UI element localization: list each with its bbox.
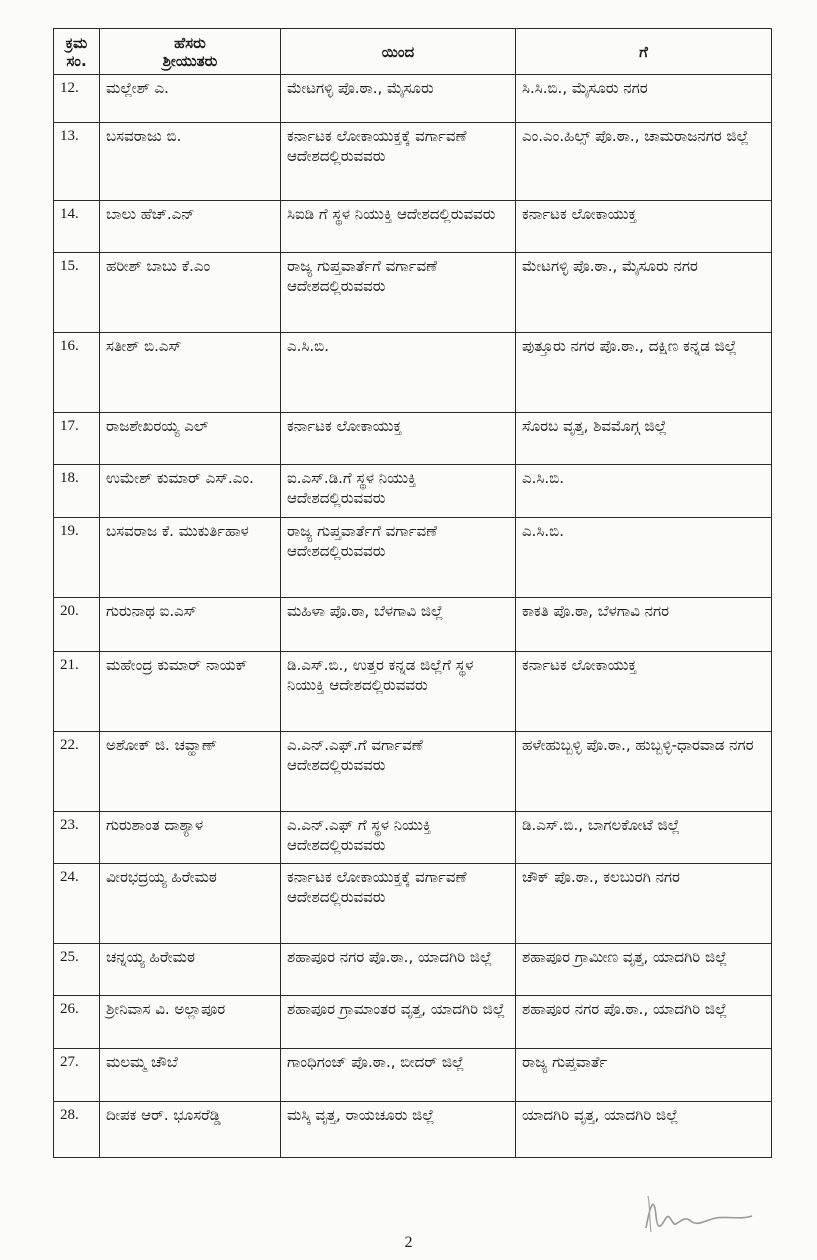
serial-no: 19.: [54, 518, 100, 598]
officer-name: ಬಾಲು ಹೆಚ್.ಎನ್: [100, 201, 281, 253]
serial-no: 23.: [54, 812, 100, 864]
table-row: [54, 598, 772, 652]
to-location: ಕಾಕತಿ ಪೊ.ಠಾ, ಬೆಳಗಾವಿ ನಗರ: [516, 598, 772, 652]
to-location: ಮೇಟಗಳ್ಳಿ ಪೊ.ಠಾ., ಮೈಸೂರು ನಗರ: [516, 253, 772, 333]
table-row: [54, 333, 772, 413]
officer-name: ಮಹೇಂದ್ರ ಕುಮಾರ್ ನಾಯಕ್: [100, 652, 281, 732]
serial-no: 13.: [54, 123, 100, 201]
to-location: ಡಿ.ಎಸ್.ಬಿ., ಬಾಗಲಕೋಟೆ ಜಿಲ್ಲೆ: [516, 812, 772, 864]
header-name: ಹೆಸರು ಶ್ರೀಯುತರು: [100, 29, 281, 75]
table-row: [54, 518, 772, 598]
table-row: [54, 812, 772, 864]
to-location: ಚೌಕ್ ಪೊ.ಠಾ., ಕಲಬುರಗಿ ನಗರ: [516, 864, 772, 944]
serial-no: 28.: [54, 1102, 100, 1158]
officer-name: ಉಮೇಶ್ ಕುಮಾರ್ ಎಸ್.ಎಂ.: [100, 465, 281, 518]
to-location: ಸೊರಬ ವೃತ್ತ, ಶಿವಮೊಗ್ಗ ಜಿಲ್ಲೆ: [516, 413, 772, 465]
from-location: ಕರ್ನಾಟಕ ಲೋಕಾಯುಕ್ತಕ್ಕೆ ವರ್ಗಾವಣೆ ಆದೇಶದಲ್ಲಿರುವವರು: [281, 123, 516, 201]
from-location: ಮಸ್ಕಿ ವೃತ್ತ, ರಾಯಚೂರು ಜಿಲ್ಲೆ: [281, 1102, 516, 1158]
table-row: [54, 123, 772, 201]
from-location: ಡಿ.ಎಸ್.ಬಿ., ಉತ್ತರ ಕನ್ನಡ ಜಿಲ್ಲೆಗೆ ಸ್ಥಳ ನಿಯುಕ್ತಿ ಆದೇಶದಲ್ಲಿರುವವರು: [281, 652, 516, 732]
table-row: [54, 75, 772, 123]
page-number: 2: [404, 1234, 413, 1251]
serial-no: 20.: [54, 598, 100, 652]
table-row: [54, 465, 772, 518]
to-location: ಎ.ಸಿ.ಬಿ.: [516, 465, 772, 518]
serial-no: 27.: [54, 1049, 100, 1102]
serial-no: 26.: [54, 996, 100, 1049]
to-location: ಯಾದಗಿರಿ ವೃತ್ತ, ಯಾದಗಿರಿ ಜಿಲ್ಲೆ: [516, 1102, 772, 1158]
officer-name: ಮಲ್ಲೇಶ್ ಎ.: [100, 75, 281, 123]
to-location: ಕರ್ನಾಟಕ ಲೋಕಾಯುಕ್ತ: [516, 652, 772, 732]
table-row: [54, 1049, 772, 1102]
officer-name: ಚನ್ನಯ್ಯ ಹಿರೇಮಠ: [100, 944, 281, 996]
table-row: [54, 253, 772, 333]
table-header-row: [54, 29, 772, 75]
to-location: ಹಳೇಹುಬ್ಬಳ್ಳಿ ಪೊ.ಠಾ., ಹುಬ್ಬಳ್ಳಿ-ಧಾರವಾಡ ನಗರ: [516, 732, 772, 812]
table-row: [54, 413, 772, 465]
serial-no: 22.: [54, 732, 100, 812]
serial-no: 21.: [54, 652, 100, 732]
officer-name: ರಾಜಶೇಖರಯ್ಯ ಎಲ್: [100, 413, 281, 465]
from-location: ಶಹಾಪೂರ ಗ್ರಾಮಾಂತರ ವೃತ್ತ, ಯಾದಗಿರಿ ಜಿಲ್ಲೆ: [281, 996, 516, 1049]
from-location: ಐ.ಎಸ್.ಡಿ.ಗೆ ಸ್ಥಳ ನಿಯುಕ್ತಿ ಆದೇಶದಲ್ಲಿರುವವರು: [281, 465, 516, 518]
to-location: ಎ.ಸಿ.ಬಿ.: [516, 518, 772, 598]
from-location: ಶಹಾಪೂರ ನಗರ ಪೊ.ಠಾ., ಯಾದಗಿರಿ ಜಿಲ್ಲೆ: [281, 944, 516, 996]
from-location: ರಾಜ್ಯ ಗುಪ್ತವಾರ್ತೆಗೆ ವರ್ಗಾವಣೆ ಆದೇಶದಲ್ಲಿರುವವರು: [281, 518, 516, 598]
officer-name: ಗುರುಶಾಂತ ದಾಶ್ಯಾಳ: [100, 812, 281, 864]
table-row: [54, 944, 772, 996]
from-location: ಕರ್ನಾಟಕ ಲೋಕಾಯುಕ್ತ: [281, 413, 516, 465]
to-location: ರಾಜ್ಯ ಗುಪ್ತವಾರ್ತೆ: [516, 1049, 772, 1102]
from-location: ರಾಜ್ಯ ಗುಪ್ತವಾರ್ತೆಗೆ ವರ್ಗಾವಣೆ ಆದೇಶದಲ್ಲಿರುವವರು: [281, 253, 516, 333]
officer-name: ಬಸವರಾಜು ಬಿ.: [100, 123, 281, 201]
officer-name: ದೀಪಕ ಆರ್. ಭೂಸರೆಡ್ಡಿ: [100, 1102, 281, 1158]
from-location: ಸಿಐಡಿ ಗೆ ಸ್ಥಳ ನಿಯುಕ್ತಿ ಆದೇಶದಲ್ಲಿರುವವರು: [281, 201, 516, 253]
serial-no: 25.: [54, 944, 100, 996]
from-location: ಗಾಂಧಿಗಂಜ್ ಪೊ.ಠಾ., ಬೀದರ್ ಜಿಲ್ಲೆ: [281, 1049, 516, 1102]
serial-no: 12.: [54, 75, 100, 123]
from-location: ಎ.ಎನ್.ಎಫ್ ಗೆ ಸ್ಥಳ ನಿಯುಕ್ತಿ ಆದೇಶದಲ್ಲಿರುವವರು: [281, 812, 516, 864]
table-row: [54, 864, 772, 944]
officer-name: ಬಸವರಾಜ ಕೆ. ಮುಕುರ್ತಿಹಾಳ: [100, 518, 281, 598]
serial-no: 14.: [54, 201, 100, 253]
serial-no: 24.: [54, 864, 100, 944]
header-serial-no: ಕ್ರಮ ಸಂ.: [54, 29, 100, 75]
serial-no: 18.: [54, 465, 100, 518]
table-row: [54, 732, 772, 812]
from-location: ಎ.ಎನ್.ಎಫ್.ಗೆ ವರ್ಗಾವಣೆ ಆದೇಶದಲ್ಲಿರುವವರು: [281, 732, 516, 812]
to-location: ಪುತ್ತೂರು ನಗರ ಪೊ.ಠಾ., ದಕ್ಷಿಣ ಕನ್ನಡ ಜಿಲ್ಲೆ: [516, 333, 772, 413]
from-location: ಮೇಟಗಳ್ಳಿ ಪೊ.ಠಾ., ಮೈಸೂರು: [281, 75, 516, 123]
to-location: ಕರ್ನಾಟಕ ಲೋಕಾಯುಕ್ತ: [516, 201, 772, 253]
from-location: ಎ.ಸಿ.ಬಿ.: [281, 333, 516, 413]
to-location: ಶಹಾಪೂರ ನಗರ ಪೊ.ಠಾ., ಯಾದಗಿರಿ ಜಿಲ್ಲೆ: [516, 996, 772, 1049]
header-to: ಗೆ: [516, 29, 772, 75]
officer-name: ಸತೀಶ್ ಬಿ.ಎಸ್: [100, 333, 281, 413]
officer-name: ಮಲಮ್ಮ ಚೌಬೆ: [100, 1049, 281, 1102]
to-location: ಶಹಾಪೂರ ಗ್ರಾಮೀಣ ವೃತ್ತ, ಯಾದಗಿರಿ ಜಿಲ್ಲೆ: [516, 944, 772, 996]
serial-no: 15.: [54, 253, 100, 333]
transfer-table: [53, 28, 772, 1158]
to-location: ಎಂ.ಎಂ.ಹಿಲ್ಸ್ ಪೊ.ಠಾ., ಚಾಮರಾಜನಗರ ಜಿಲ್ಲೆ: [516, 123, 772, 201]
table-row: [54, 996, 772, 1049]
to-location: ಸಿ.ಸಿ.ಬಿ., ಮೈಸೂರು ನಗರ: [516, 75, 772, 123]
officer-name: ಗುರುನಾಥ ಐ.ಎಸ್: [100, 598, 281, 652]
officer-name: ಶ್ರೀನಿವಾಸ ವಿ. ಅಲ್ಲಾಪೂರ: [100, 996, 281, 1049]
serial-no: 16.: [54, 333, 100, 413]
table-row: [54, 201, 772, 253]
header-from: ಯಿಂದ: [281, 29, 516, 75]
from-location: ಕರ್ನಾಟಕ ಲೋಕಾಯುಕ್ತಕ್ಕೆ ವರ್ಗಾವಣೆ ಆದೇಶದಲ್ಲಿರುವವರು: [281, 864, 516, 944]
officer-name: ವೀರಭದ್ರಯ್ಯ ಹಿರೇಮಠ: [100, 864, 281, 944]
from-location: ಮಹಿಳಾ ಪೊ.ಠಾ, ಬೆಳಗಾವಿ ಜಿಲ್ಲೆ: [281, 598, 516, 652]
officer-name: ಹರೀಶ್ ಬಾಬು ಕೆ.ಎಂ: [100, 253, 281, 333]
officer-name: ಅಶೋಕ್ ಜಿ. ಚವ್ಹಾಣ್: [100, 732, 281, 812]
table-row: [54, 652, 772, 732]
serial-no: 17.: [54, 413, 100, 465]
table-row: [54, 1102, 772, 1158]
